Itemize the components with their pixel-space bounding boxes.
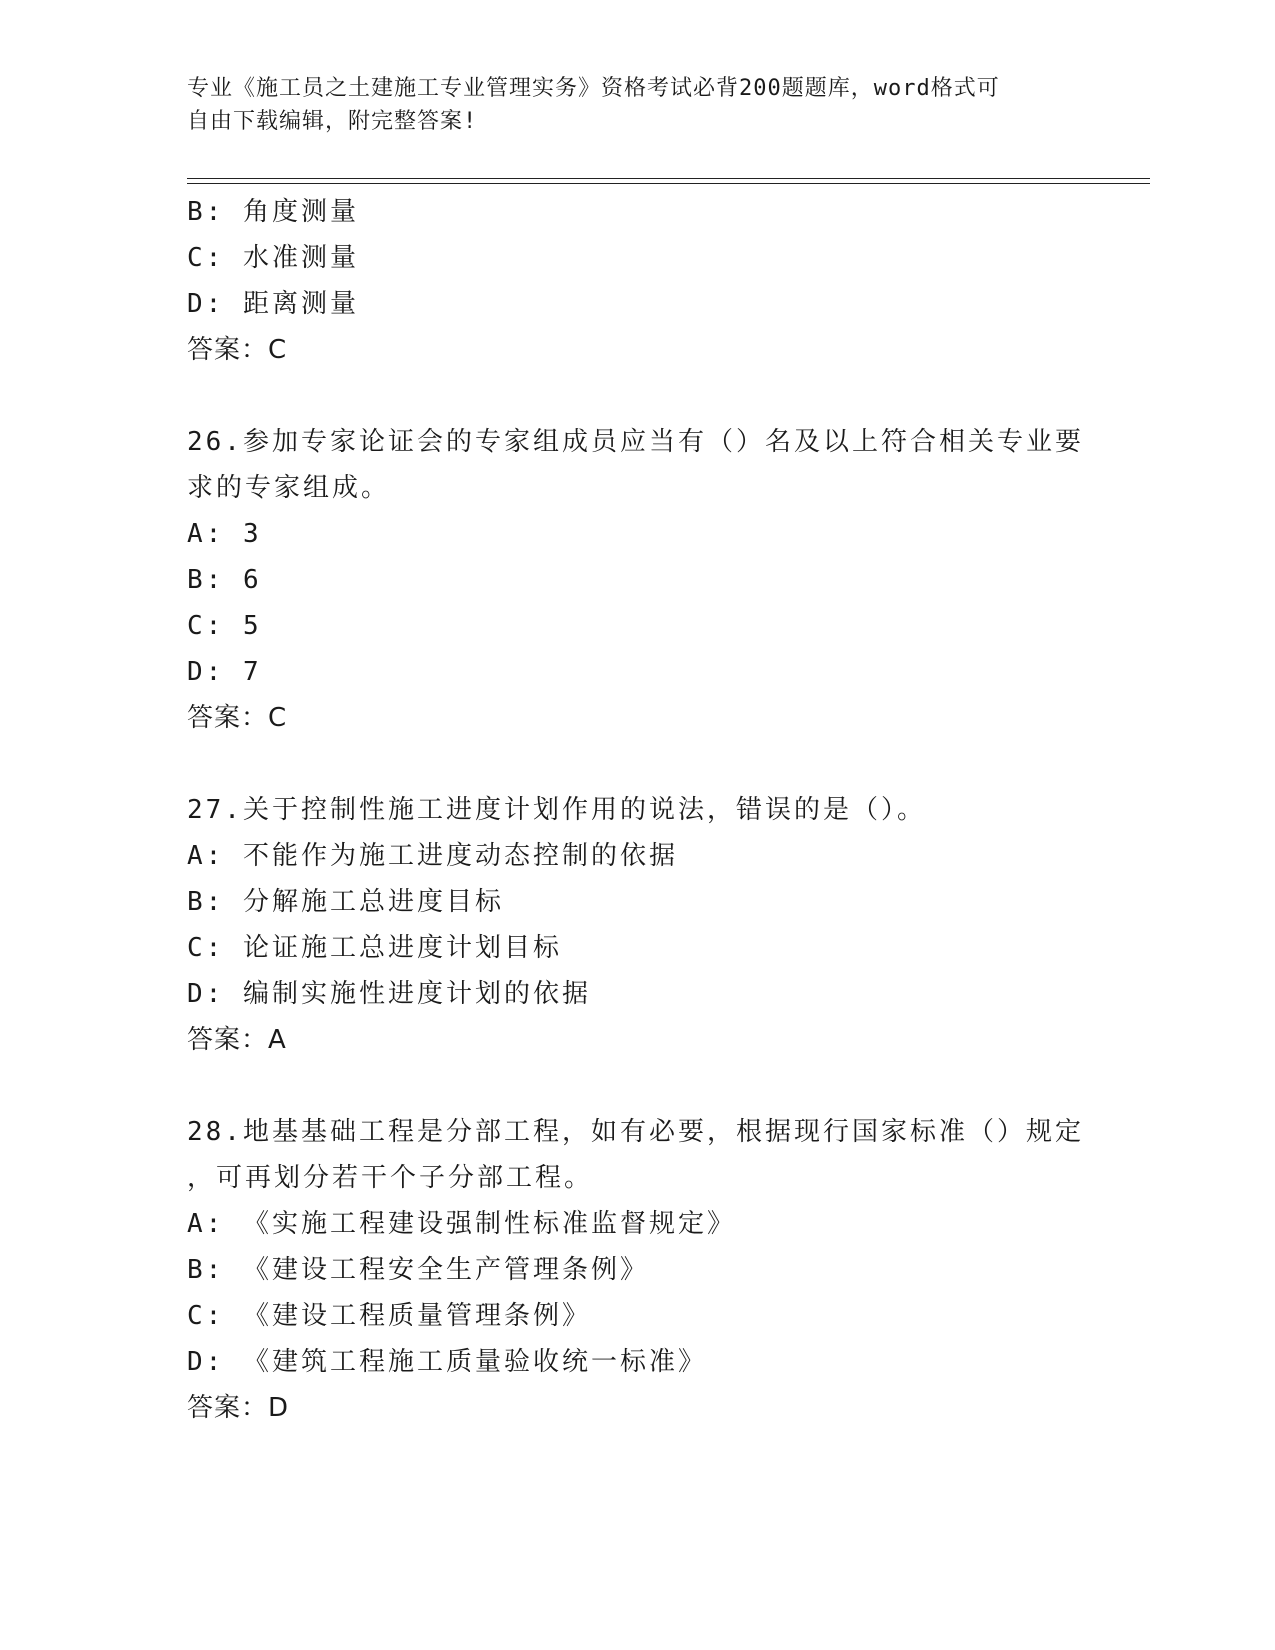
- option-key: A:: [187, 841, 225, 871]
- option-key: D:: [187, 979, 225, 1009]
- option-key: D:: [187, 657, 225, 687]
- question-28: [187, 1109, 1087, 1431]
- option-text: 7: [242, 657, 262, 687]
- option-key: B:: [187, 565, 225, 595]
- option-text: 论证施工总进度计划目标: [242, 933, 562, 963]
- option-text: 6: [242, 565, 262, 595]
- option-key: C:: [187, 1301, 225, 1331]
- option-key: D:: [187, 289, 225, 319]
- option-text: 5: [242, 611, 262, 641]
- option-key: D:: [187, 1347, 225, 1377]
- spacer: [187, 741, 1087, 787]
- question-27: [187, 787, 1087, 1063]
- answer-line: 答案：D: [187, 1393, 290, 1423]
- answer-line: 答案：C: [187, 703, 288, 733]
- option-text: 《建设工程质量管理条例》: [242, 1301, 591, 1331]
- option-c: [187, 603, 1087, 649]
- question-stem-line-1: 27.关于控制性施工进度计划作用的说法，错误的是（）。: [187, 795, 926, 825]
- option-b: [187, 1247, 1087, 1293]
- option-d: [187, 1339, 1087, 1385]
- option-text: 角度测量: [242, 197, 359, 227]
- question-stem-line-2: ，可再划分若干个子分部工程。: [187, 1163, 594, 1193]
- question-stem-line-1: 26.参加专家论证会的专家组成员应当有（）名及以上符合相关专业要: [187, 427, 1084, 457]
- page-header: [187, 72, 1067, 138]
- question-stem-line-1: 28.地基基础工程是分部工程，如有必要，根据现行国家标准（）规定: [187, 1117, 1084, 1147]
- option-c: [187, 1293, 1087, 1339]
- header-line-2: 自由下载编辑，附完整答案!: [187, 109, 478, 134]
- option-text: 3: [242, 519, 262, 549]
- option-key: C:: [187, 933, 225, 963]
- header-line-1: 专业《施工员之土建施工专业管理实务》资格考试必背200题题库，word格式可: [187, 76, 1000, 101]
- option-key: A:: [187, 1209, 225, 1239]
- option-text: 不能作为施工进度动态控制的依据: [242, 841, 678, 871]
- option-key: A:: [187, 519, 225, 549]
- answer-line: 答案：A: [187, 1025, 287, 1055]
- spacer: [187, 1063, 1087, 1109]
- option-c: [187, 925, 1087, 971]
- header-divider-bottom: [187, 183, 1150, 184]
- option-d: [187, 281, 1087, 327]
- header-divider-top: [187, 178, 1150, 179]
- option-key: C:: [187, 243, 225, 273]
- option-b: [187, 557, 1087, 603]
- answer-line: 答案：C: [187, 335, 288, 365]
- option-text: 编制实施性进度计划的依据: [242, 979, 591, 1009]
- option-key: B:: [187, 197, 225, 227]
- option-text: 距离测量: [242, 289, 359, 319]
- option-a: [187, 511, 1087, 557]
- option-text: 《建设工程安全生产管理条例》: [242, 1255, 649, 1285]
- option-key: C:: [187, 611, 225, 641]
- option-text: 分解施工总进度目标: [242, 887, 504, 917]
- option-a: [187, 833, 1087, 879]
- question-26: [187, 419, 1087, 741]
- option-text: 《建筑工程施工质量验收统一标准》: [242, 1347, 707, 1377]
- question-stem-line-2: 求的专家组成。: [187, 473, 391, 503]
- option-b: [187, 879, 1087, 925]
- option-d: [187, 971, 1087, 1017]
- option-c: [187, 235, 1087, 281]
- option-key: B:: [187, 1255, 225, 1285]
- option-text: 水准测量: [242, 243, 359, 273]
- option-d: [187, 649, 1087, 695]
- question-25-tail: [187, 189, 1087, 373]
- option-a: [187, 1201, 1087, 1247]
- spacer: [187, 373, 1087, 419]
- option-key: B:: [187, 887, 225, 917]
- option-b: [187, 189, 1087, 235]
- question-list: [187, 189, 1087, 1431]
- option-text: 《实施工程建设强制性标准监督规定》: [242, 1209, 736, 1239]
